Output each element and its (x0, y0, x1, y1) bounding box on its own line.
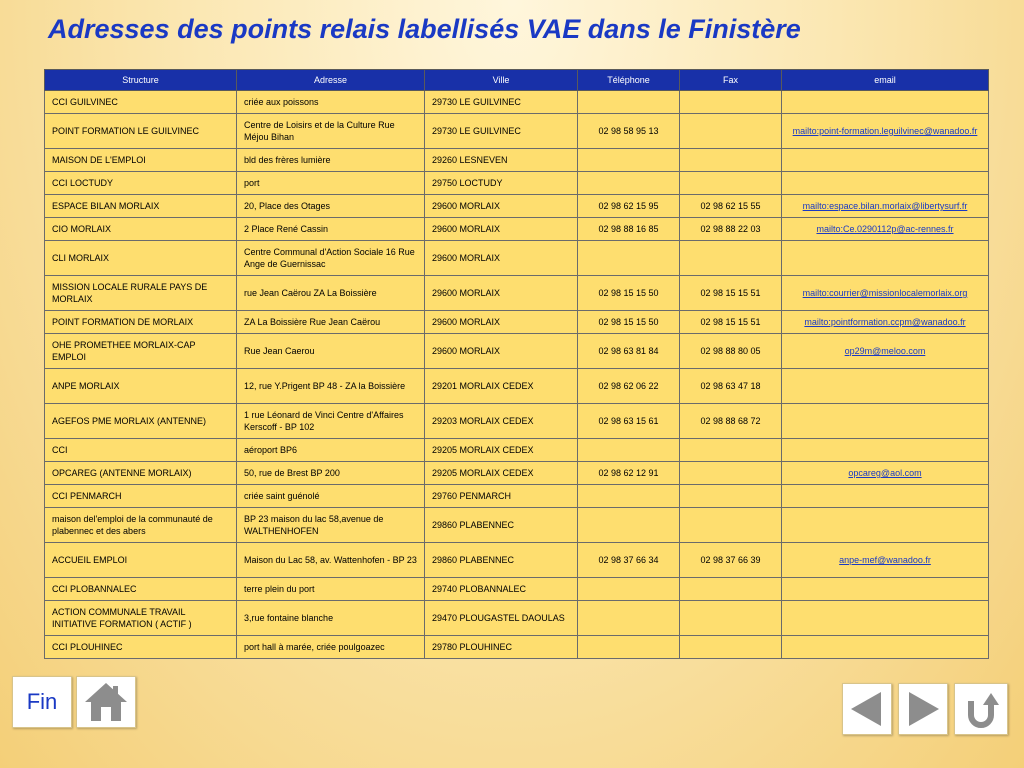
cell-email (782, 241, 989, 276)
cell-ville: 29750 LOCTUDY (425, 172, 578, 195)
cell-fax: 02 98 37 66 39 (680, 543, 782, 578)
cell-adresse: terre plein du port (237, 578, 425, 601)
cell-structure: ANPE MORLAIX (45, 369, 237, 404)
cell-ville: 29260 LESNEVEN (425, 149, 578, 172)
cell-fax: 02 98 15 15 51 (680, 311, 782, 334)
cell-ville: 29600 MORLAIX (425, 276, 578, 311)
cell-ville: 29730 LE GUILVINEC (425, 91, 578, 114)
cell-structure: ACCUEIL EMPLOI (45, 543, 237, 578)
cell-adresse: 50, rue de Brest BP 200 (237, 462, 425, 485)
cell-fax: 02 98 88 22 03 (680, 218, 782, 241)
cell-telephone (578, 91, 680, 114)
cell-email (782, 578, 989, 601)
header-telephone: Téléphone (578, 70, 680, 91)
home-icon (83, 681, 129, 723)
cell-adresse: criée aux poissons (237, 91, 425, 114)
cell-structure: CIO MORLAIX (45, 218, 237, 241)
cell-adresse: Maison du Lac 58, av. Wattenhofen - BP 23 (237, 543, 425, 578)
cell-email (782, 334, 989, 369)
table-row (45, 91, 989, 114)
cell-fax (680, 114, 782, 149)
header-adresse: Adresse (237, 70, 425, 91)
cell-email (782, 149, 989, 172)
table-row (45, 578, 989, 601)
fin-label: Fin (26, 689, 58, 714)
cell-telephone: 02 98 88 16 85 (578, 218, 680, 241)
cell-fax: 02 98 63 47 18 (680, 369, 782, 404)
cell-structure: maison del'emploi de la communauté de plabennec et des abers (45, 508, 237, 543)
cell-adresse: 1 rue Léonard de Vinci Centre d'Affaires Kerscoff - BP 102 (237, 404, 425, 439)
email-link[interactable]: mailto:espace.bilan.morlaix@libertysurf.fr (802, 201, 968, 211)
cell-telephone: 02 98 63 81 84 (578, 334, 680, 369)
cell-telephone (578, 508, 680, 543)
cell-email (782, 404, 989, 439)
cell-structure: CCI GUILVINEC (45, 91, 237, 114)
cell-telephone: 02 98 15 15 50 (578, 276, 680, 311)
table-row (45, 241, 989, 276)
table-row (45, 172, 989, 195)
table-row (45, 195, 989, 218)
cell-fax (680, 601, 782, 636)
cell-telephone: 02 98 15 15 50 (578, 311, 680, 334)
header-fax: Fax (680, 70, 782, 91)
table-row (45, 462, 989, 485)
cell-telephone: 02 98 62 15 95 (578, 195, 680, 218)
cell-adresse: port (237, 172, 425, 195)
cell-structure: MISSION LOCALE RURALE PAYS DE MORLAIX (45, 276, 237, 311)
cell-email (782, 508, 989, 543)
cell-adresse: Centre Communal d'Action Sociale 16 Rue Ange de Guernissac (237, 241, 425, 276)
email-link[interactable]: opcareg@aol.com (848, 468, 922, 478)
cell-ville: 29470 PLOUGASTEL DAOULAS (425, 601, 578, 636)
header-structure: Structure (45, 70, 237, 91)
cell-email (782, 369, 989, 404)
table-row (45, 543, 989, 578)
cell-ville: 29860 PLABENNEC (425, 543, 578, 578)
cell-fax: 02 98 88 80 05 (680, 334, 782, 369)
cell-adresse: Rue Jean Caerou (237, 334, 425, 369)
cell-telephone: 02 98 63 15 61 (578, 404, 680, 439)
cell-email (782, 636, 989, 659)
cell-structure: ESPACE BILAN MORLAIX (45, 195, 237, 218)
cell-structure: OHE PROMETHEE MORLAIX-CAP EMPLOI (45, 334, 237, 369)
cell-structure: CCI PLOUHINEC (45, 636, 237, 659)
cell-telephone: 02 98 62 06 22 (578, 369, 680, 404)
table-row (45, 311, 989, 334)
cell-fax (680, 91, 782, 114)
cell-adresse: bld des frères lumière (237, 149, 425, 172)
cell-structure: CLI MORLAIX (45, 241, 237, 276)
cell-email (782, 91, 989, 114)
cell-email (782, 276, 989, 311)
cell-email (782, 195, 989, 218)
header-email: email (782, 70, 989, 91)
cell-telephone (578, 485, 680, 508)
table-row (45, 636, 989, 659)
cell-email (782, 439, 989, 462)
email-link[interactable]: mailto:pointformation.ccpm@wanadoo.fr (804, 317, 966, 327)
home-button[interactable] (76, 676, 136, 728)
table-row (45, 485, 989, 508)
cell-ville: 29203 MORLAIX CEDEX (425, 404, 578, 439)
cell-adresse: rue Jean Caërou ZA La Boissière (237, 276, 425, 311)
relais-table (44, 69, 989, 659)
cell-fax: 02 98 88 68 72 (680, 404, 782, 439)
cell-fax (680, 462, 782, 485)
cell-telephone: 02 98 37 66 34 (578, 543, 680, 578)
email-link[interactable]: anpe-mef@wanadoo.fr (839, 555, 931, 565)
cell-fax: 02 98 15 15 51 (680, 276, 782, 311)
cell-email (782, 311, 989, 334)
table-row (45, 114, 989, 149)
cell-structure: OPCAREG (ANTENNE MORLAIX) (45, 462, 237, 485)
cell-adresse: criée saint guénolé (237, 485, 425, 508)
cell-email (782, 218, 989, 241)
cell-telephone (578, 578, 680, 601)
email-link[interactable]: op29m@meloo.com (844, 346, 926, 356)
return-button[interactable] (954, 683, 1008, 735)
cell-adresse: port hall à marée, criée poulgoazec (237, 636, 425, 659)
cell-ville: 29780 PLOUHINEC (425, 636, 578, 659)
cell-ville: 29205 MORLAIX CEDEX (425, 439, 578, 462)
cell-fax (680, 241, 782, 276)
cell-telephone (578, 439, 680, 462)
cell-structure: POINT FORMATION LE GUILVINEC (45, 114, 237, 149)
cell-telephone (578, 601, 680, 636)
cell-adresse: 3,rue fontaine blanche (237, 601, 425, 636)
cell-fax (680, 149, 782, 172)
cell-fax (680, 485, 782, 508)
cell-adresse: 20, Place des Otages (237, 195, 425, 218)
cell-ville: 29201 MORLAIX CEDEX (425, 369, 578, 404)
email-link[interactable]: mailto:courrier@missionlocalemorlaix.org (802, 288, 968, 298)
cell-ville: 29600 MORLAIX (425, 334, 578, 369)
cell-ville: 29760 PENMARCH (425, 485, 578, 508)
cell-adresse: aéroport BP6 (237, 439, 425, 462)
fin-button[interactable] (12, 676, 72, 728)
cell-adresse: Centre de Loisirs et de la Culture Rue Méjou Bihan (237, 114, 425, 149)
cell-adresse: ZA La Boissière Rue Jean Caërou (237, 311, 425, 334)
cell-adresse: 12, rue Y.Prigent BP 48 - ZA la Boissière (237, 369, 425, 404)
cell-fax: 02 98 62 15 55 (680, 195, 782, 218)
cell-email (782, 172, 989, 195)
table-row (45, 218, 989, 241)
cell-telephone (578, 241, 680, 276)
cell-structure: CCI (45, 439, 237, 462)
email-link[interactable]: mailto:point-formation.leguilvinec@wanadoo.fr (792, 126, 978, 136)
cell-structure: CCI LOCTUDY (45, 172, 237, 195)
cell-telephone: 02 98 62 12 91 (578, 462, 680, 485)
cell-email (782, 601, 989, 636)
table-row (45, 508, 989, 543)
cell-ville: 29205 MORLAIX CEDEX (425, 462, 578, 485)
cell-ville: 29740 PLOBANNALEC (425, 578, 578, 601)
cell-adresse: 2 Place René Cassin (237, 218, 425, 241)
triangle-right-icon (903, 689, 943, 729)
cell-ville: 29600 MORLAIX (425, 241, 578, 276)
page-title: Adresses des points relais labellisés VAE dans le Finistère (48, 14, 801, 44)
email-link[interactable]: mailto:Ce.0290112p@ac-rennes.fr (816, 224, 954, 234)
cell-ville: 29600 MORLAIX (425, 311, 578, 334)
cell-telephone: 02 98 58 95 13 (578, 114, 680, 149)
cell-email (782, 543, 989, 578)
previous-button[interactable] (842, 683, 892, 735)
u-turn-arrow-icon (961, 689, 1001, 729)
table-row (45, 369, 989, 404)
table-row (45, 149, 989, 172)
cell-ville: 29600 MORLAIX (425, 218, 578, 241)
cell-structure: MAISON DE L'EMPLOI (45, 149, 237, 172)
table-row (45, 334, 989, 369)
cell-fax (680, 172, 782, 195)
cell-structure: CCI PENMARCH (45, 485, 237, 508)
next-button[interactable] (898, 683, 948, 735)
table-header-row (45, 70, 989, 91)
cell-adresse: BP 23 maison du lac 58,avenue de WALTHENHOFEN (237, 508, 425, 543)
triangle-left-icon (847, 689, 887, 729)
cell-fax (680, 578, 782, 601)
cell-email (782, 462, 989, 485)
table-row (45, 601, 989, 636)
cell-ville: 29600 MORLAIX (425, 195, 578, 218)
cell-fax (680, 439, 782, 462)
cell-ville: 29860 PLABENNEC (425, 508, 578, 543)
cell-ville: 29730 LE GUILVINEC (425, 114, 578, 149)
cell-telephone (578, 172, 680, 195)
cell-fax (680, 508, 782, 543)
header-ville: Ville (425, 70, 578, 91)
cell-telephone (578, 149, 680, 172)
cell-email (782, 485, 989, 508)
table-row (45, 276, 989, 311)
cell-telephone (578, 636, 680, 659)
cell-structure: ACTION COMMUNALE TRAVAIL INITIATIVE FORMATION ( ACTIF ) (45, 601, 237, 636)
cell-fax (680, 636, 782, 659)
table-row (45, 404, 989, 439)
cell-structure: CCI PLOBANNALEC (45, 578, 237, 601)
cell-structure: POINT FORMATION DE MORLAIX (45, 311, 237, 334)
cell-structure: AGEFOS PME MORLAIX (ANTENNE) (45, 404, 237, 439)
table-row (45, 439, 989, 462)
cell-email (782, 114, 989, 149)
